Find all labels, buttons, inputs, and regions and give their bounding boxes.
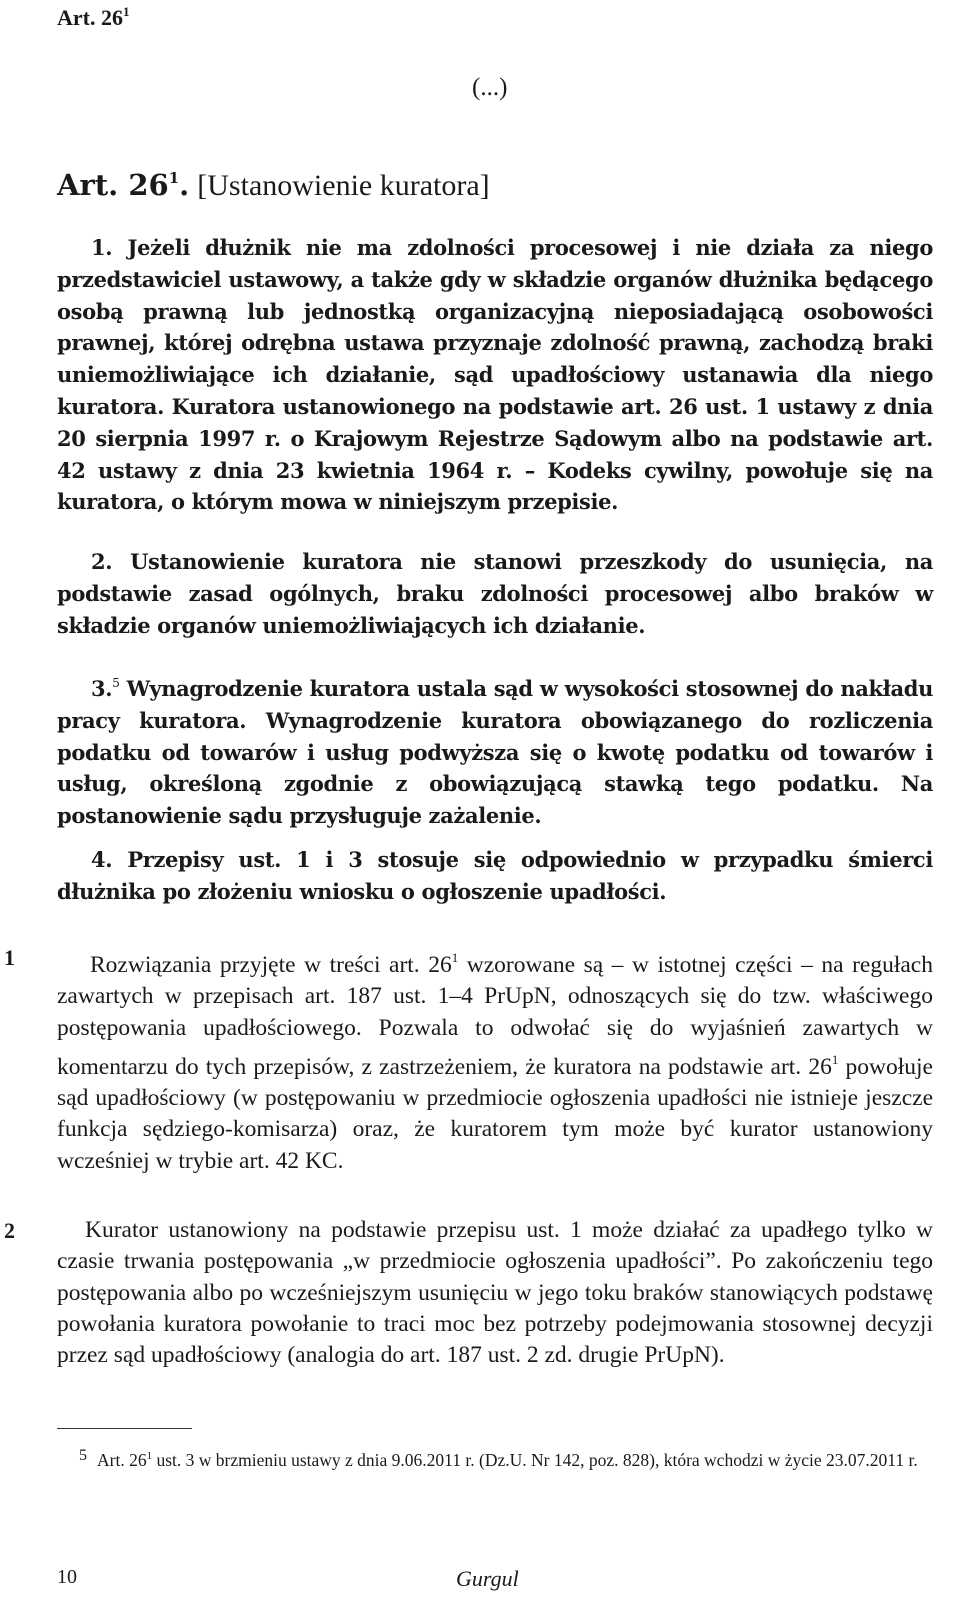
commentary-paragraph-1 <box>57 942 933 1177</box>
law-paragraph-4 <box>57 844 933 908</box>
commentary-text: Kurator ustanowiony na podstawie przepisu ust. 1 może działać za upadłego tylko w czasie trwania postępowania „w przedmiocie ogłoszenia upadłości”. Po zakończeniu tego postępowania albo po wcześniejszym usunięciu w jego toku braków stanowiących podstawę powołania kuratora powołanie to traci moc bez potrzeby podejmowania stosownej decyzji przez sąd upadłościowy (analogia do art. 187 ust. 2 zd. drugie PrUpN). <box>57 1217 933 1369</box>
article-number <box>57 168 189 202</box>
author-name: Gurgul <box>456 1566 519 1591</box>
paragraph-number: 4. <box>91 847 113 872</box>
article-sup: 1 <box>168 169 180 187</box>
footnote-ref: 5 <box>112 676 120 690</box>
paragraph-text: Przepisy ust. 1 i 3 stosuje się odpowiednio w przypadku śmierci dłużnika po złożeniu wniosku o ogłoszenie upadłości. <box>57 847 933 904</box>
paragraph-text: Ustanowienie kuratora nie stanowi przeszkody do usunięcia, na podstawie zasad ogólnych, braku zdolności procesowej albo braków w składzie organów uniemożliwiających ich działanie. <box>57 549 933 638</box>
commentary-sup: 1 <box>451 950 459 965</box>
paragraph-number: 1. <box>91 235 113 260</box>
paragraph-text: Jeżeli dłużnik nie ma zdolności procesowej i nie działa za niego przedstawiciel ustawowy, a także gdy w składzie organów dłużnika będącego osobą prawną lub jednostką organizacyjną nieposiadającą osobowości prawnej, której odrębna ustawa przyznaje zdolność prawną, zachodzą braki uniemożliwiające ich działanie, sąd upadłościowy ustanawia dla niego kuratora. Kuratora ustanowionego na podstawie art. 26 ust. 1 ustawy z dnia 20 sierpnia 1997 r. o Krajowym Rejestrze Sądowym albo na podstawie art. 42 ustawy z dnia 23 kwietnia 1964 r. – Kodeks cywilny, powołuje się na kuratora, o którym mowa w niniejszym przepisie. <box>57 235 933 515</box>
page-number: 10 <box>57 1566 77 1588</box>
running-head <box>57 4 129 31</box>
law-paragraph-1 <box>57 232 933 518</box>
article-dot: . <box>179 168 190 202</box>
commentary-text: powołuje sąd upadłościowy (w postępowaniu w przedmiocie ogłoszenia upadłości nie istnieje jeszcze funkcja sędziego-komisarza) oraz, że kuratorem tym może być kurator ustanowiony wcześniej w trybie art. 42 KC. <box>57 1053 933 1174</box>
article-heading <box>57 168 490 203</box>
running-head-sup: 1 <box>122 4 130 19</box>
footnote-sup: 1 <box>146 1450 153 1462</box>
footnote-separator <box>57 1428 192 1429</box>
commentary-sup: 1 <box>831 1051 839 1067</box>
commentary-text: wzorowane są – w istotnej części – na regułach zawartych w przepisach art. 187 ust. 1–4 PrUpN, odnoszących się do tzw. właściwego postępowania upadłościowego. Pozwala to odwołać się do wyjaśnień zawartych w komentarzu do tych przepisów, z zastrzeżeniem, że kuratora na podstawie art. 26 <box>57 952 933 1080</box>
commentary-paragraph-2 <box>57 1215 933 1371</box>
marginal-number-2: 2 <box>4 1218 15 1243</box>
running-head-text: Art. 26 <box>57 5 123 30</box>
footnote <box>57 1441 933 1475</box>
footnote-mark: 5 <box>79 1447 87 1464</box>
footnote-text: Art. 26 <box>97 1450 147 1470</box>
omission-mark: (...) <box>472 74 508 101</box>
law-paragraph-2 <box>57 546 933 641</box>
footnote-text: ust. 3 w brzmieniu ustawy z dnia 9.06.2011 r. (Dz.U. Nr 142, poz. 828), która wchodzi w życie 23.07.2011 r. <box>152 1450 918 1470</box>
law-paragraph-3 <box>57 668 933 832</box>
article-title: [Ustanowienie kuratora] <box>197 169 490 202</box>
paragraph-text: Wynagrodzenie kuratora ustala sąd w wysokości stosownej do nakładu pracy kuratora. Wynagrodzenie kuratora obowiązanego do rozliczenia podatku od towarów i usług podwyższa się o kwotę podatku od towarów i usług, określoną zgodnie z obowiązującą stawką tego podatku. Na postanowienie sądu przysługuje zażalenie. <box>57 676 933 829</box>
paragraph-number: 3. <box>91 676 113 701</box>
commentary-text: Rozwiązania przyjęte w treści art. 26 <box>90 952 452 978</box>
marginal-number-1: 1 <box>4 945 15 970</box>
article-label: Art. 26 <box>57 168 169 202</box>
paragraph-number: 2. <box>91 549 113 574</box>
